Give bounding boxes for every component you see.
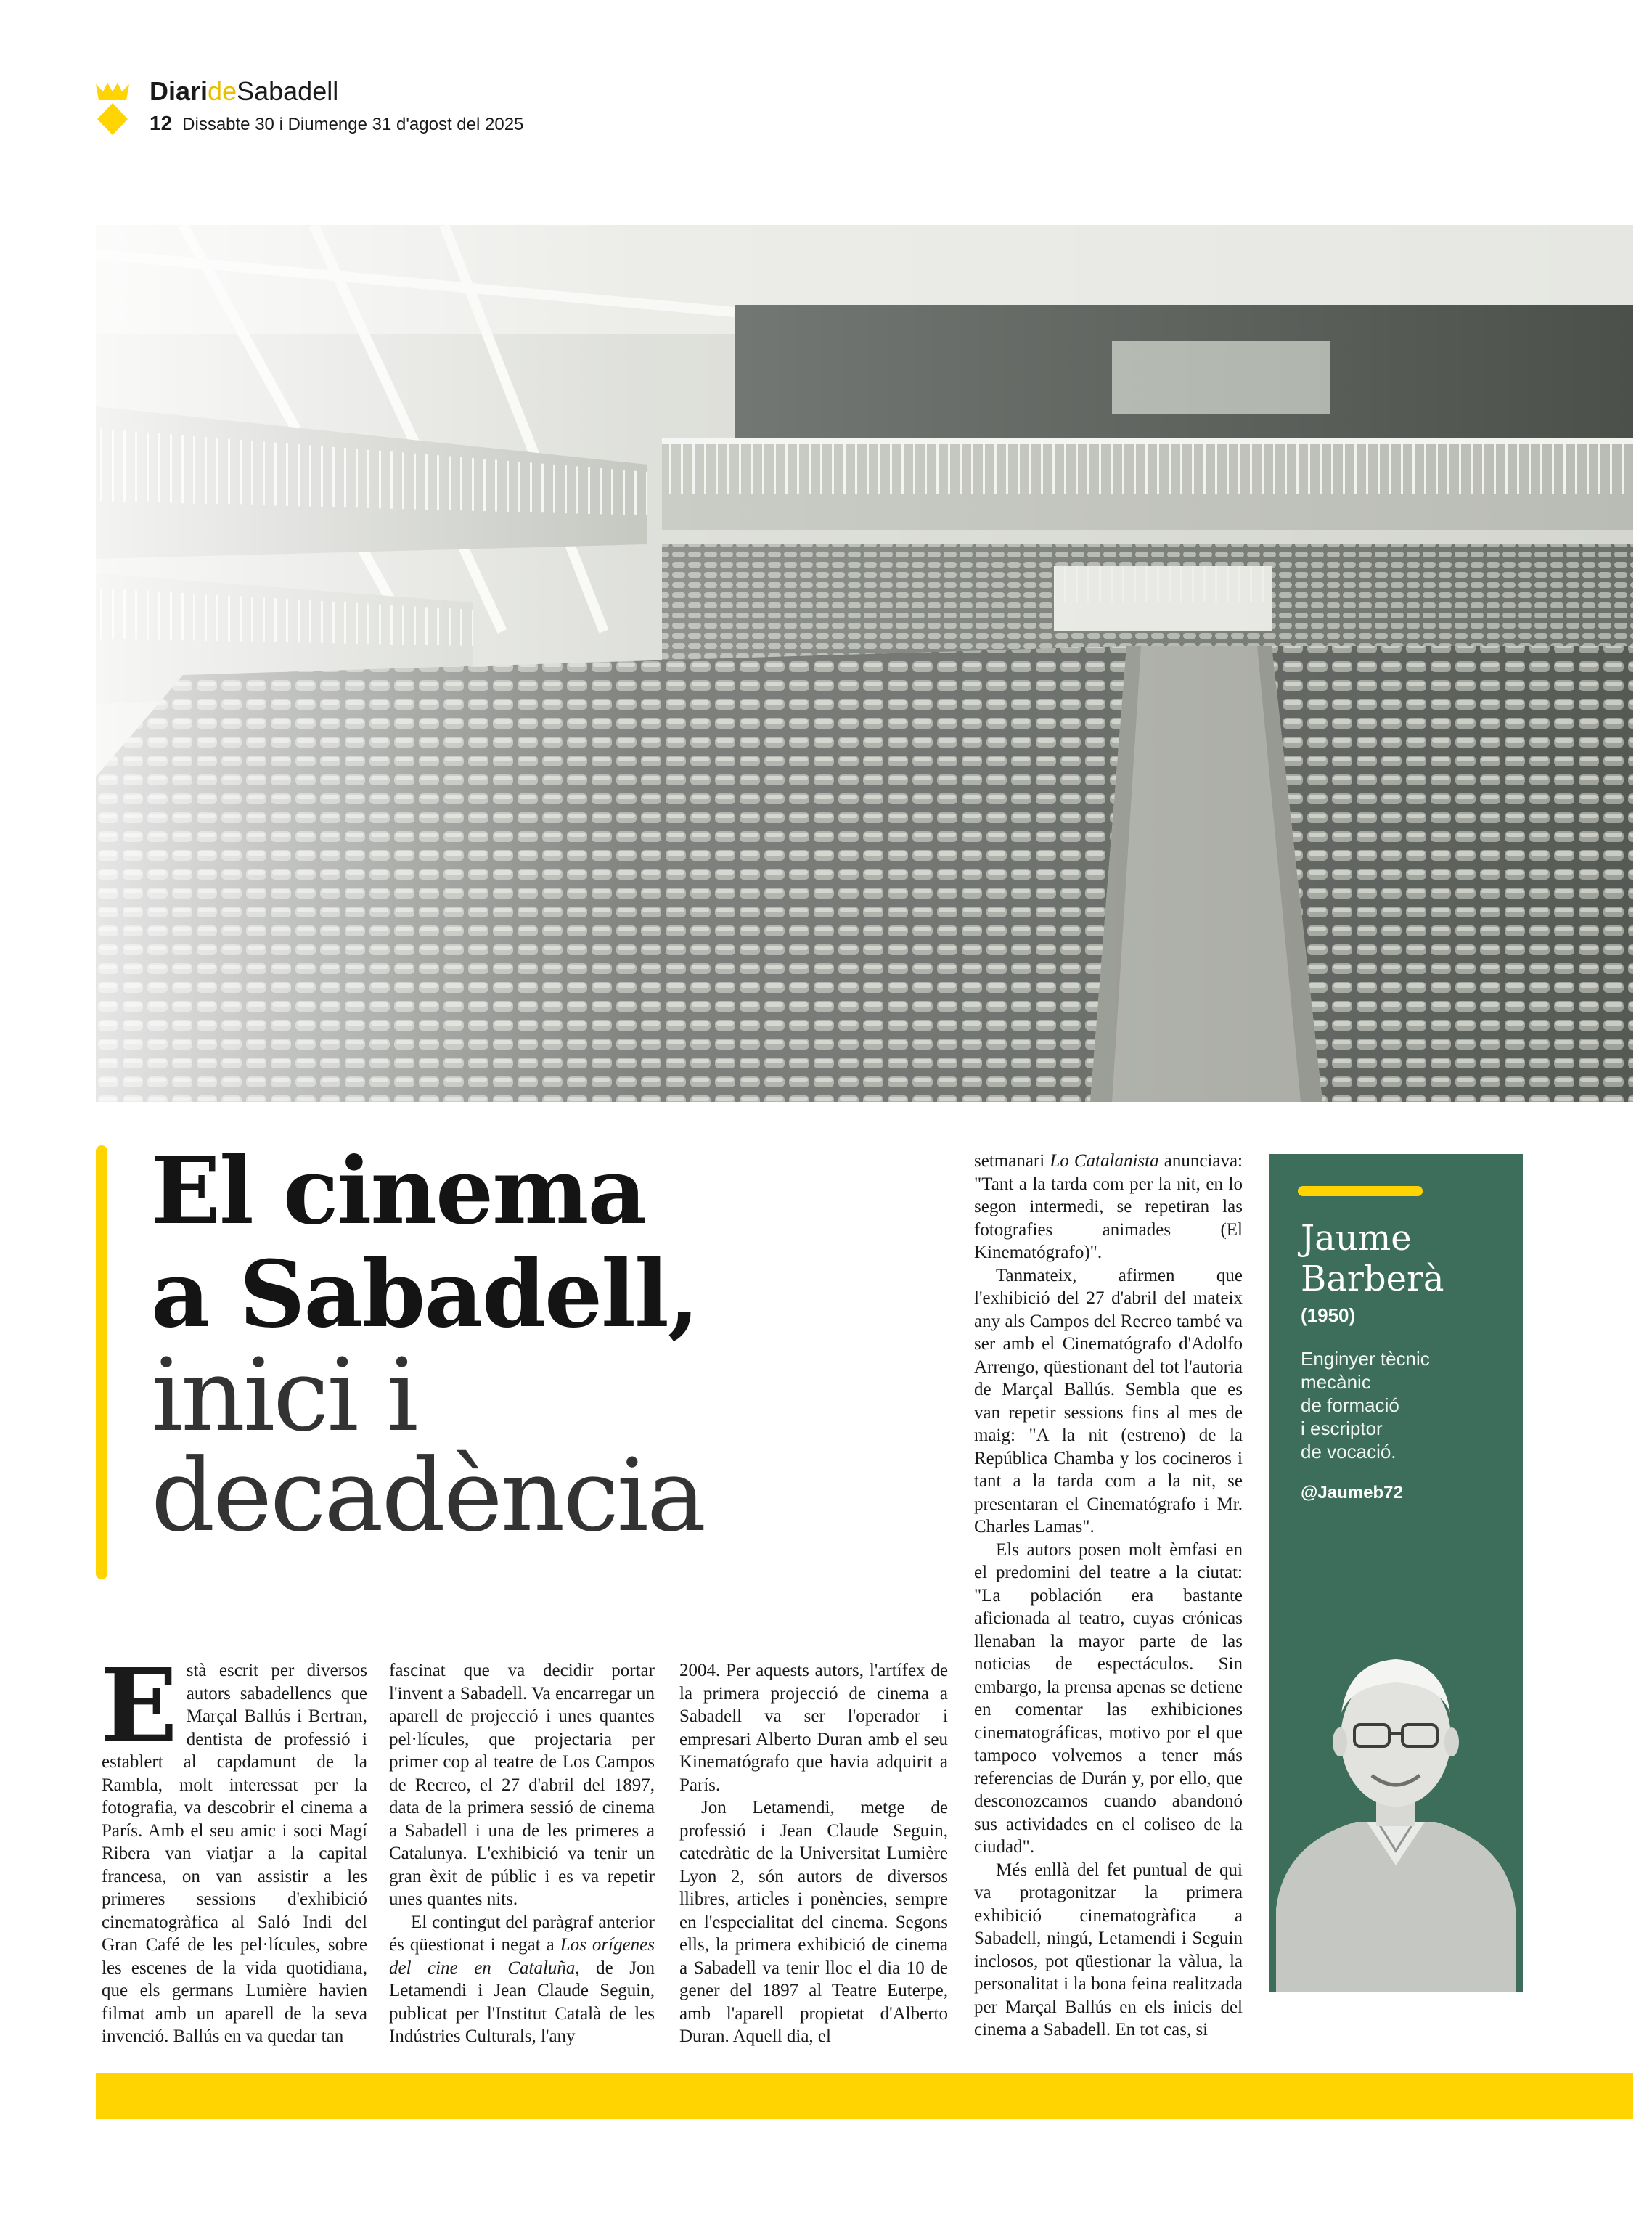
article-headline — [151, 1137, 920, 1554]
newspaper-title: DiarideSabadell — [150, 76, 339, 106]
paragraph: Jon Letamendi, metge de professió i Jean Claude Seguin, catedràtic de la Universitat Lumière Lyon 2, són autors de diversos llibres, articles i ponències, sempre en l'especialitat del cinema. Segons ells, la primera exhibició de cinema a Sabadell va tenir lloc el dia 10 de gener del 1897 al Teatre Euterpe, amb l'aparell propietat d'Alberto Duran. Aquell dia, el — [679, 1798, 948, 2046]
headline-line-3: inici i — [151, 1337, 417, 1454]
paragraph: Més enllà del fet puntual de qui va protagonitzar la primera exhibició cinematogràfica a Sabadell, ningú, Letamendi i Seguin inclosos, pot qüestionar la vàlua, la personalitat i la bona feina realitzada per Marçal Ballús en els inicis del cinema a Sabadell. En tot cas, si — [974, 1860, 1243, 2040]
paragraph: Tanmateix, afirmen que l'exhibició del 27 d'abril del mateix any als Campos del Recreo també va ser amb el Cinematógrafo d'Adolfo Arrengo, qüestionant del tot l'autoria de Marçal Ballús. Sembla que es van repetir sessions fins al mes de maig: "A la nit (estreno) de la República Chamba y los cocineros i tant a la tarda com a la nit, se presentaran el Cinematógrafo i Mr. Charles Lamas". — [974, 1265, 1243, 1537]
paragraph: El contingut del paràgraf anterior és qüestionat i negat a Los orígenes del cine en Cataluña, de Jon Letamendi i Jean Claude Seguin, publicat per l'Institut Català de les Indústries Culturals, l'any — [389, 1912, 655, 2046]
paragraph: stà escrit per diversos autors sabadellencs que Marçal Ballús i Bertran, dentista de professió i establert al capdamunt de la Rambla, molt interessat per la fotografia, va descobrir el cinema a París. Amb el seu amic i soci Magí Ribera van viatjar a la capital francesa, on van assistir a les primeres sessions d'exhibició cinematogràfica al Saló Indi del Gran Café de les pel·lícules, sobre les escenes de la vida quotidiana, que els germans Lumière havien filmat amb un aparell de la seva invenció. Ballús en va quedar tan — [102, 1661, 367, 2046]
article-column-3 — [679, 1659, 948, 2048]
issue-line — [150, 112, 523, 136]
headline-line-4: decadència — [151, 1437, 705, 1554]
headline-accent-bar — [96, 1145, 107, 1579]
paragraph: 2004. Per aquests autors, l'artífex de la primera projecció de cinema a Sabadell va ser l'operador i empresari Alberto Duran amb el seu Kinematógrafo que havia adquirit a París. — [679, 1661, 948, 1795]
author-portrait — [1269, 1604, 1523, 1992]
book-title: Los orígenes del cine en Cataluña — [389, 1935, 655, 1978]
author-social-handle[interactable]: @Jaumeb72 — [1301, 1483, 1403, 1502]
author-accent-bar — [1298, 1186, 1423, 1196]
drop-cap: E — [100, 1647, 178, 1766]
article-column-4 — [974, 1150, 1243, 2042]
article-column-2 — [389, 1659, 655, 2048]
headline-line-1: El cinema — [151, 1137, 646, 1245]
author-box — [1269, 1154, 1523, 1992]
article-column-1 — [100, 1647, 367, 2048]
cinema-interior-photo — [96, 225, 1633, 1102]
newspaper-logo-icon — [94, 81, 131, 135]
author-bio: Enginyer tècnic mecànic de formació i escriptor de vocació. — [1301, 1348, 1430, 1463]
paragraph: Els autors posen molt èmfasi en el predomini del teatre a la ciutat: "La población era bastante aficionada al teatro, cuyas crónicas llenaban la mayor parte de las noticias de espectáculos. Sin embargo, la prensa apenas se detiene en comentar las exhibiciones cinematográficas, motivo por el que tampoco volvemos a tener más referencias de Durán y, por ello, que desconozcamos cuando abandonó sus actividades en el coliseo de la ciudad". — [974, 1539, 1243, 1857]
paragraph: setmanari Lo Catalanista anunciava: "Tant a la tarda com per la nit, en lo segon intermedi, se repetiran las fotografies animades (El Kinematógrafo)". — [974, 1151, 1243, 1262]
author-name: Jaume Barberà — [1301, 1218, 1444, 1299]
newspaper-name: Lo Catalanista — [1050, 1151, 1159, 1171]
footer-accent-bar — [96, 2073, 1633, 2119]
issue-date: Dissabte 30 i Diumenge 31 d'agost del 2025 — [182, 115, 524, 134]
page-number: 12 — [150, 112, 173, 134]
headline-line-2: a Sabadell, — [151, 1240, 698, 1348]
author-birth-year: (1950) — [1301, 1304, 1356, 1326]
paragraph: fascinat que va decidir portar l'invent a Sabadell. Va encarregar un aparell de projecció i unes quantes pel·lícules, que projectaria per primer cop al teatre de Los Campos de Recreo, el 27 d'abril del 1897, data de la primera sessió de cinema a Sabadell i una de les primeres a Catalunya. L'exhibició va tenir un gran èxit de públic i es va repetir unes quantes nits. — [389, 1661, 655, 1909]
